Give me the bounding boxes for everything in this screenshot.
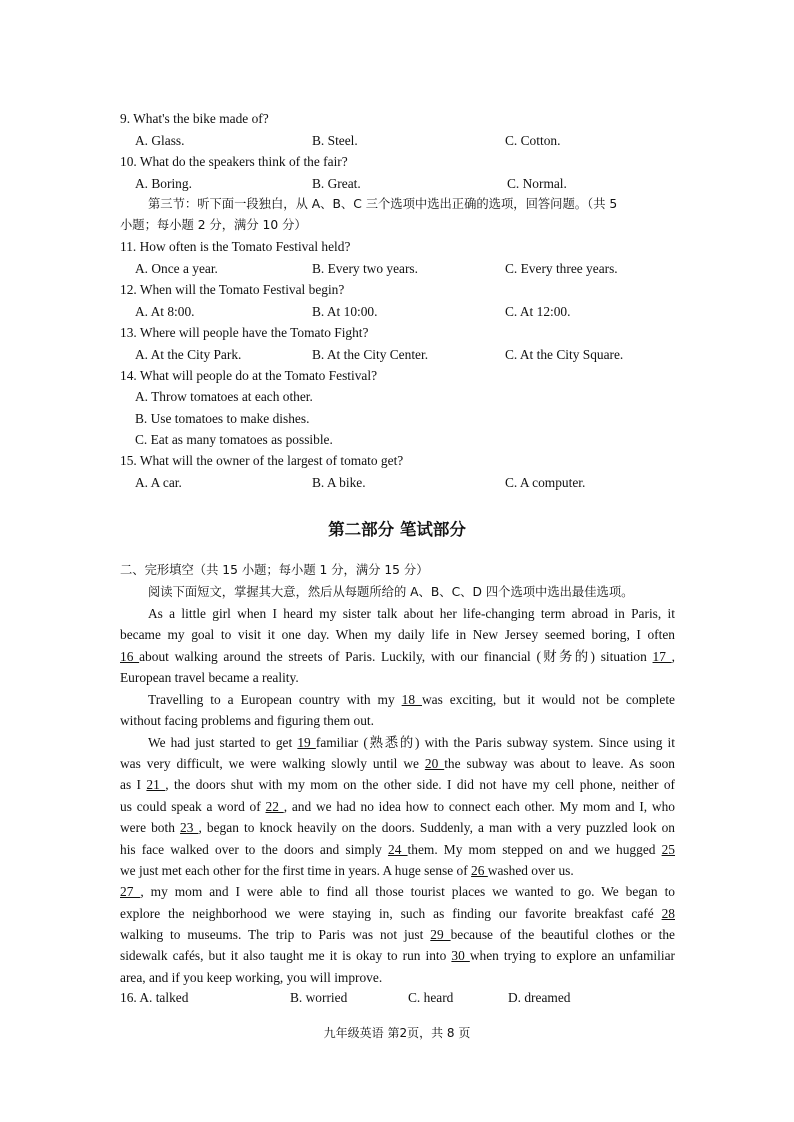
q11-stem: 11. How often is the Tomato Festival held?	[120, 239, 351, 254]
passage-line: As a little girl when I heard my sister talk about her life-changing term abroad in Paris, it	[148, 606, 675, 621]
q9-option-a: A. Glass.	[135, 133, 185, 148]
blank-25: 25	[661, 842, 675, 857]
passage-line: sidewalk cafés, but it also taught me it is okay to run into 30 when trying to explore an unfamiliar	[120, 948, 675, 963]
q9-stem: 9. What's the bike made of?	[120, 111, 269, 126]
cloze-heading: 二、完形填空（共 15 小题；每小题 1 分，满分 15 分）	[120, 563, 429, 577]
q14-option-a: A. Throw tomatoes at each other.	[135, 389, 313, 404]
passage-line: his face walked over to the doors and simply 24 them. My mom stepped on and we hugged 25	[120, 842, 675, 857]
q11-option-b: B. Every two years.	[312, 261, 418, 276]
blank-19: 19	[297, 735, 316, 750]
passage-line: without facing problems and figuring them out.	[120, 713, 375, 728]
passage-line: We had just started to get 19 familiar (熟悉的) with the Paris subway system. Since using it	[148, 735, 676, 750]
q16-option-d: D. dreamed	[508, 990, 571, 1005]
passage-line: 27 , my mom and I were able to find all those tourist places we wanted to go. We began to	[120, 884, 676, 899]
q13-option-c: C. At the City Square.	[505, 347, 624, 362]
q14-option-c: C. Eat as many tomatoes as possible.	[135, 432, 333, 447]
q10-option-b: B. Great.	[312, 176, 361, 191]
q14-option-b: B. Use tomatoes to make dishes.	[135, 411, 310, 426]
q16-stem-option-a: 16. A. talked	[120, 990, 189, 1005]
blank-21: 21	[146, 777, 166, 792]
blank-18: 18	[401, 692, 422, 707]
passage-line: was very difficult, we were walking slowly until we 20 the subway was about to leave. As soon	[120, 756, 675, 771]
q12-stem: 12. When will the Tomato Festival begin?	[120, 282, 345, 297]
q9-option-b: B. Steel.	[312, 133, 358, 148]
blank-20: 20	[424, 756, 445, 771]
q9-option-c: C. Cotton.	[505, 133, 561, 148]
q11-option-c: C. Every three years.	[505, 261, 618, 276]
blank-16: 16	[120, 649, 140, 664]
part2-title: 第二部分 笔试部分	[328, 520, 466, 539]
passage-line: as I 21 , the doors shut with my mom on the other side. I did not have my cell phone, neither of	[120, 777, 675, 792]
q15-stem: 15. What will the owner of the largest of tomato get?	[120, 453, 404, 468]
q13-option-a: A. At the City Park.	[135, 347, 242, 362]
q13-option-b: B. At the City Center.	[312, 347, 429, 362]
q10-option-a: A. Boring.	[135, 176, 192, 191]
passage-line: explore the neighborhood we were staying in, such as finding our favorite breakfast café 28	[120, 906, 675, 921]
passage-line: we just met each other for the first time in years. A huge sense of 26 washed over us.	[120, 863, 574, 878]
passage-line: walking to museums. The trip to Paris was not just 29 because of the beautiful clothes or the	[120, 927, 675, 942]
passage-line: European travel became a reality.	[120, 670, 299, 685]
blank-26: 26	[471, 863, 488, 878]
page-footer: 九年级英语 第2页，共 8 页	[323, 1026, 471, 1040]
q10-stem: 10. What do the speakers think of the fair?	[120, 154, 348, 169]
blank-17: 17	[652, 649, 672, 664]
passage-line: area, and if you keep working, you will improve.	[120, 970, 383, 985]
passage-line: became my goal to visit it one day. When my daily life in New Jersey seemed boring, I often	[120, 627, 675, 642]
section3-instruction-line1: 第三节：听下面一段独白，从 A、B、C 三个选项中选出正确的选项，回答问题。（共 5	[148, 197, 618, 211]
q14-stem: 14. What will people do at the Tomato Festival?	[120, 368, 378, 383]
q16-option-b: B. worried	[290, 990, 348, 1005]
q11-option-a: A. Once a year.	[135, 261, 218, 276]
blank-24: 24	[388, 842, 408, 857]
cloze-instruction: 阅读下面短文，掌握其大意，然后从每题所给的 A、B、C、D 四个选项中选出最佳选项。	[148, 585, 634, 599]
passage-line: 16 about walking around the streets of Paris. Luckily, with our financial (财务的) situation 17 ,	[120, 649, 675, 664]
blank-29: 29	[430, 927, 451, 942]
section3-instruction-line2: 小题；每小题 2 分，满分 10 分）	[120, 218, 307, 232]
q16-option-c: C. heard	[408, 990, 454, 1005]
q13-stem: 13. Where will people have the Tomato Fight?	[120, 325, 369, 340]
passage-line: were both 23 , began to knock heavily on the doors. Suddenly, a man with a very puzzled look on	[120, 820, 675, 835]
passage-line: Travelling to a European country with my 18 was exciting, but it would not be complete	[148, 692, 675, 707]
blank-28: 28	[661, 906, 675, 921]
blank-27: 27	[120, 884, 141, 899]
blank-23: 23	[180, 820, 199, 835]
q15-option-b: B. A bike.	[312, 475, 366, 490]
blank-30: 30	[451, 948, 470, 963]
q10-option-c: C. Normal.	[507, 176, 567, 191]
q15-option-c: C. A computer.	[505, 475, 586, 490]
blank-22: 22	[265, 799, 284, 814]
q15-option-a: A. A car.	[135, 475, 182, 490]
q12-option-c: C. At 12:00.	[505, 304, 571, 319]
q12-option-b: B. At 10:00.	[312, 304, 378, 319]
passage-line: us could speak a word of 22 , and we had no idea how to connect each other. My mom and I, who	[120, 799, 675, 814]
q12-option-a: A. At 8:00.	[135, 304, 195, 319]
